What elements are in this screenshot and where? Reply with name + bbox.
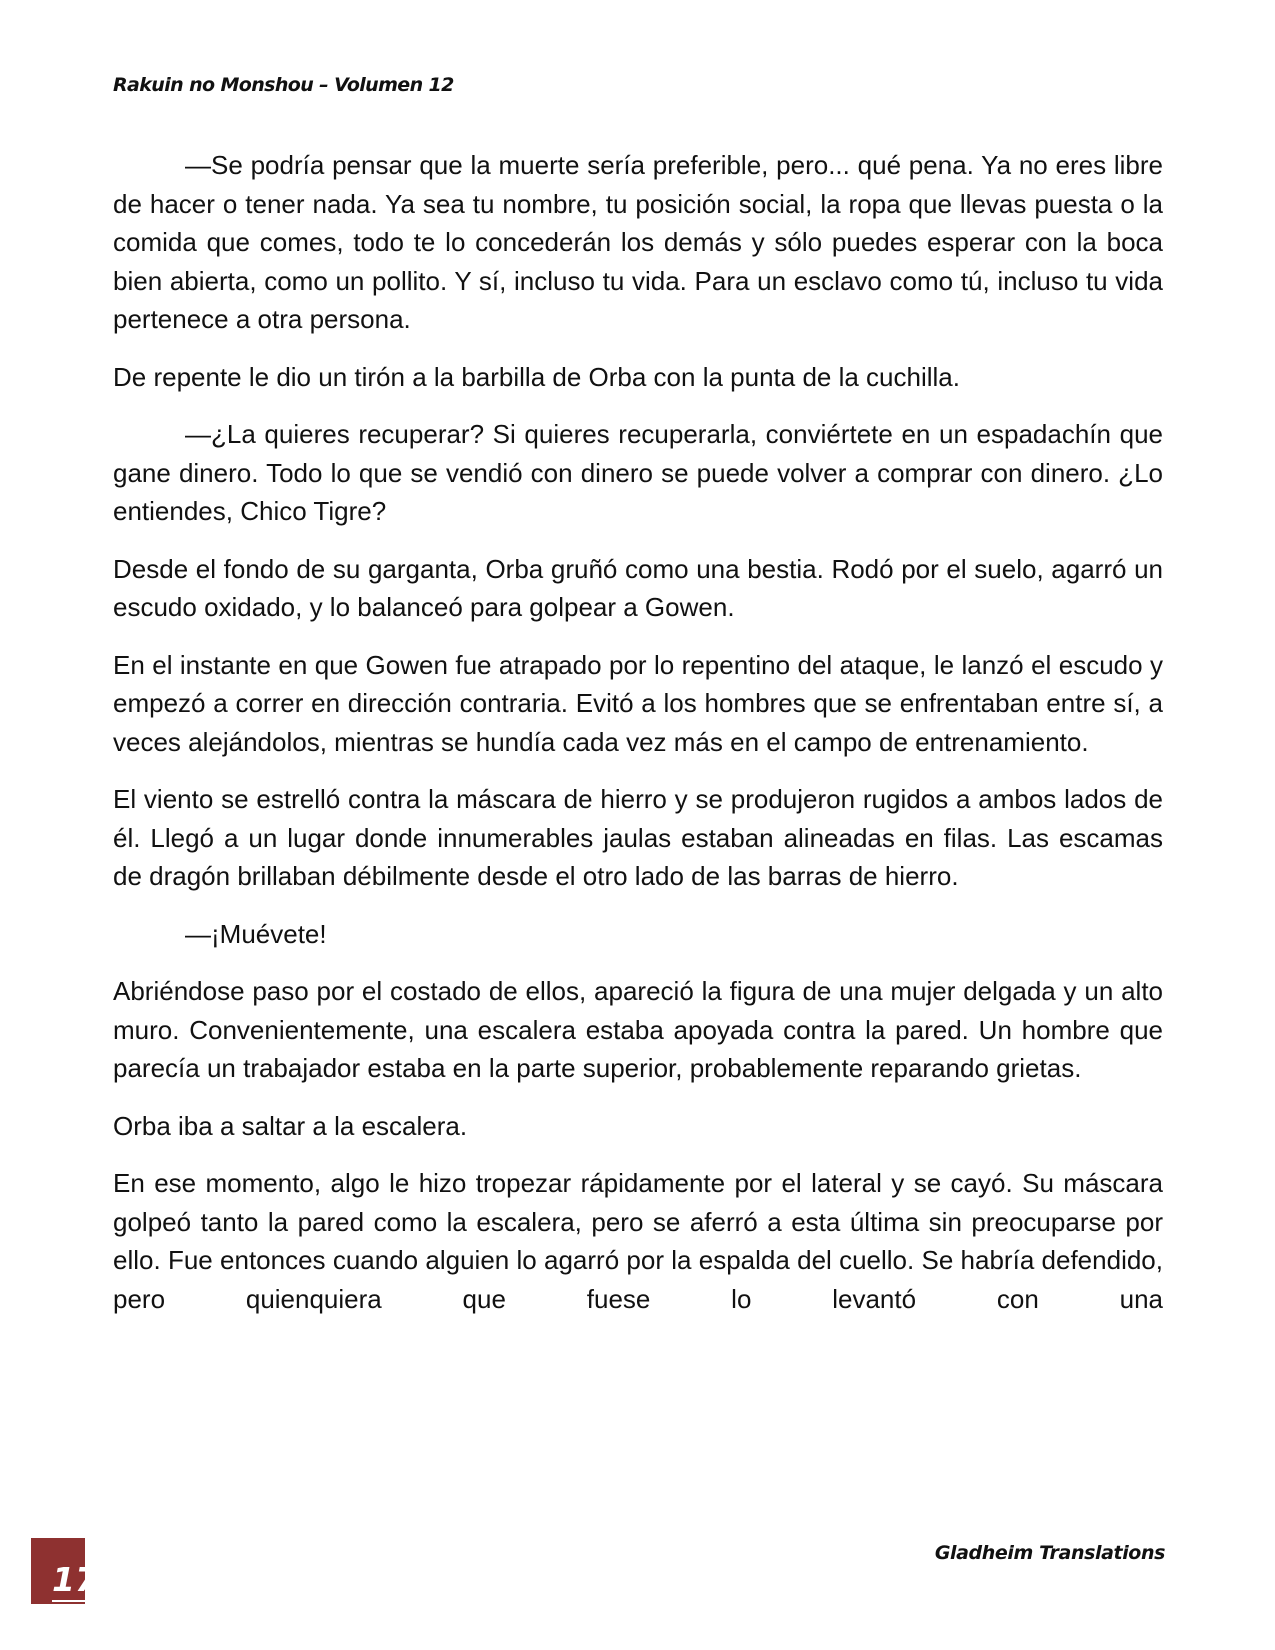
- page-number-box: [31, 1538, 98, 1604]
- paragraph: Orba iba a saltar a la escalera.: [113, 1110, 468, 1141]
- paragraph: El viento se estrelló contra la máscara de hierro y se produjeron rugidos a ambos lados de él. Llegó a un lugar donde innumerables jaulas estaban alineadas en filas. Las escamas de dragón brillaban débilmente desde el otro lado de las barras de hierro.: [113, 784, 1163, 891]
- paragraph: —¡Muévete!: [185, 918, 327, 949]
- page-number: 17: [52, 1560, 108, 1602]
- paragraph: —¿La quieres recuperar? Si quieres recuperarla, conviértete en un espadachín que gane dinero. Todo lo que se vendió con dinero se puede volver a comprar con dinero. ¿Lo entiendes, Chico Tigre?: [113, 419, 1163, 526]
- running-header: Rakuin no Monshou – Volumen 12: [113, 74, 454, 96]
- paragraph: Desde el fondo de su garganta, Orba gruñó como una bestia. Rodó por el suelo, agarró un escudo oxidado, y lo balanceó para golpear a Gowen.: [113, 553, 1163, 622]
- paragraph: En el instante en que Gowen fue atrapado por lo repentino del ataque, le lanzó el escudo y empezó a correr en dirección contraria. Evitó a los hombres que se enfrentaban entre sí, a veces alejándolos, mientras se hundía cada vez más en el campo de entrenamiento.: [113, 649, 1163, 757]
- paragraph: De repente le dio un tirón a la barbilla de Orba con la punta de la cuchilla.: [113, 361, 960, 392]
- chapter-text: [113, 146, 1163, 1318]
- paragraph: Abriéndose paso por el costado de ellos, apareció la figura de una mujer delgada y un alto muro. Convenientemente, una escalera estaba apoyada contra la pared. Un hombre que parecía un trabajador estaba en la parte superior, probablemente reparando grietas.: [113, 976, 1163, 1083]
- paragraph: En ese momento, algo le hizo tropezar rápidamente por el lateral y se cayó. Su máscara golpeó tanto la pared como la escalera, pero se aferró a esta última sin preocuparse por ello. Fue entonces cuando alguien lo agarró por la espalda del cuello. Se habría defendido, pero quienquiera que fuese lo levantó con una: [113, 1168, 1163, 1314]
- footer-credit: Gladheim Translations: [934, 1542, 1165, 1564]
- paragraph: —Se podría pensar que la muerte sería preferible, pero... qué pena. Ya no eres libre de hacer o tener nada. Ya sea tu nombre, tu posición social, la ropa que llevas puesta o la comida que comes, todo te lo concederán los demás y sólo puedes esperar con la boca bien abierta, como un pollito. Y sí, incluso tu vida. Para un esclavo como tú, incluso tu vida pertenece a otra persona.: [113, 150, 1163, 334]
